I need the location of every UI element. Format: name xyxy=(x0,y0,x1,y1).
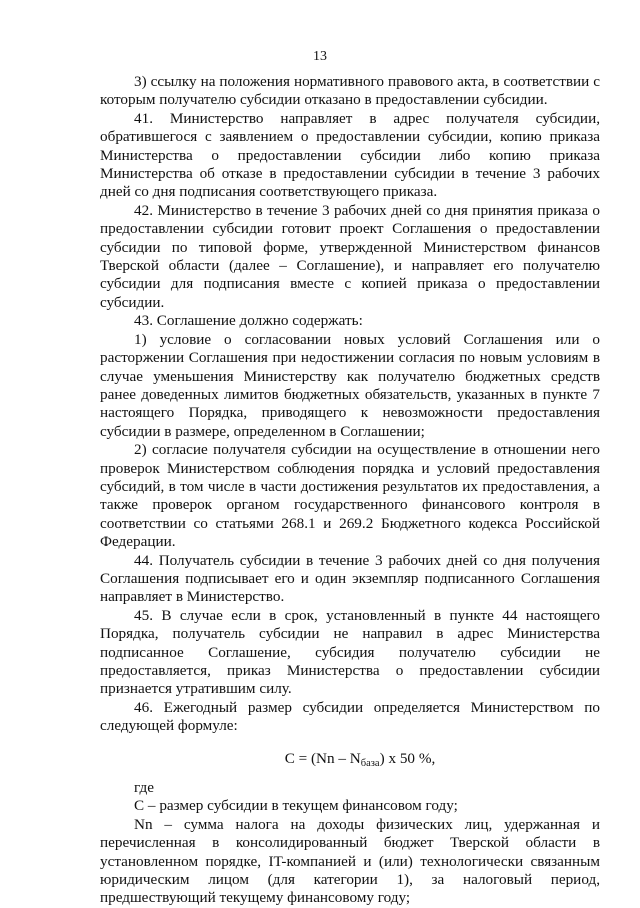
paragraph-46: 46. Ежегодный размер субсидии определяется Министерством по следующей формуле: xyxy=(100,698,600,735)
formula-subscript: база xyxy=(360,757,380,769)
definition-c: C – размер субсидии в текущем финансовом году; xyxy=(134,797,458,815)
paragraph-41: 41. Министерство направляет в адрес получателя субсидии, обратившегося с заявлением о предоставлении субсидии, копию приказа Министерства о предоставлении субсидии либо копию приказа Министерства об отказе в предоставлении субсидии в течение 3 рабочих дней со дня подписания соответствующего приказа. xyxy=(100,109,600,201)
formula-right: ) х 50 %, xyxy=(379,749,436,767)
paragraph-3: 3) ссылку на положения нормативного правового акта, в соответствии с которым получателю субсидии отказано в предоставлении субсидии. xyxy=(100,73,600,109)
page-number: 13 xyxy=(313,49,327,64)
document-body xyxy=(100,73,600,908)
subsidy-formula xyxy=(100,750,600,773)
paragraph-44: 44. Получатель субсидии в течение 3 рабочих дней со дня получения Соглашения подписывает его и один экземпляр подписанного Соглашения направляет в Министерство. xyxy=(100,551,600,606)
definition-nn: Nn – сумма налога на доходы физических лиц, удержанная и перечисленная в консолидированный бюджет Тверской области в установленном порядке, IT-компанией и (или) технологически связанным юридическим лицом (для категории 1), за налоговый период, предшествующий текущему финансовому году; xyxy=(100,815,600,907)
paragraph-42: 42. Министерство в течение 3 рабочих дней со дня принятия приказа о предоставлении субсидии готовит проект Соглашения о предоставлении субсидии по типовой форме, утвержденной Министерством финансов Тверской области (далее – Соглашение), и направляет его получателю субсидии для подписания вместе с копией приказа о предоставлении субсидии. xyxy=(100,201,600,311)
paragraph-43-item-1: 1) условие о согласовании новых условий Соглашения или о расторжении Соглашения при недостижении согласия по новым условиям в случае уменьшения Министерству как получателю бюджетных средств ранее доведенных лимитов бюджетных обязательств, указанных в пункте 7 настоящего Порядка, приводящего к невозможности предоставления субсидии в размере, определенном в Соглашении; xyxy=(100,330,600,440)
where-label: где xyxy=(134,779,154,797)
paragraph-43: 43. Соглашение должно содержать: xyxy=(134,312,363,330)
paragraph-43-item-2: 2) согласие получателя субсидии на осуществление в отношении него проверок Министерством соблюдения порядка и условий предоставления субсидий, в том числе в части достижения результатов их предоставления, а также проверок органом государственного финансового контроля в соответствии со статьями 268.1 и 269.2 Бюджетного кодекса Российской Федерации. xyxy=(100,441,600,551)
paragraph-45: 45. В случае если в срок, установленный в пункте 44 настоящего Порядка, получатель субсидии не направил в адрес Министерства подписанное Соглашение, субсидия получателю субсидии не предоставляется, приказ Министерства о предоставлении субсидии признается утратившим силу. xyxy=(100,606,600,698)
formula-left: C = (Nn – N xyxy=(284,749,361,767)
